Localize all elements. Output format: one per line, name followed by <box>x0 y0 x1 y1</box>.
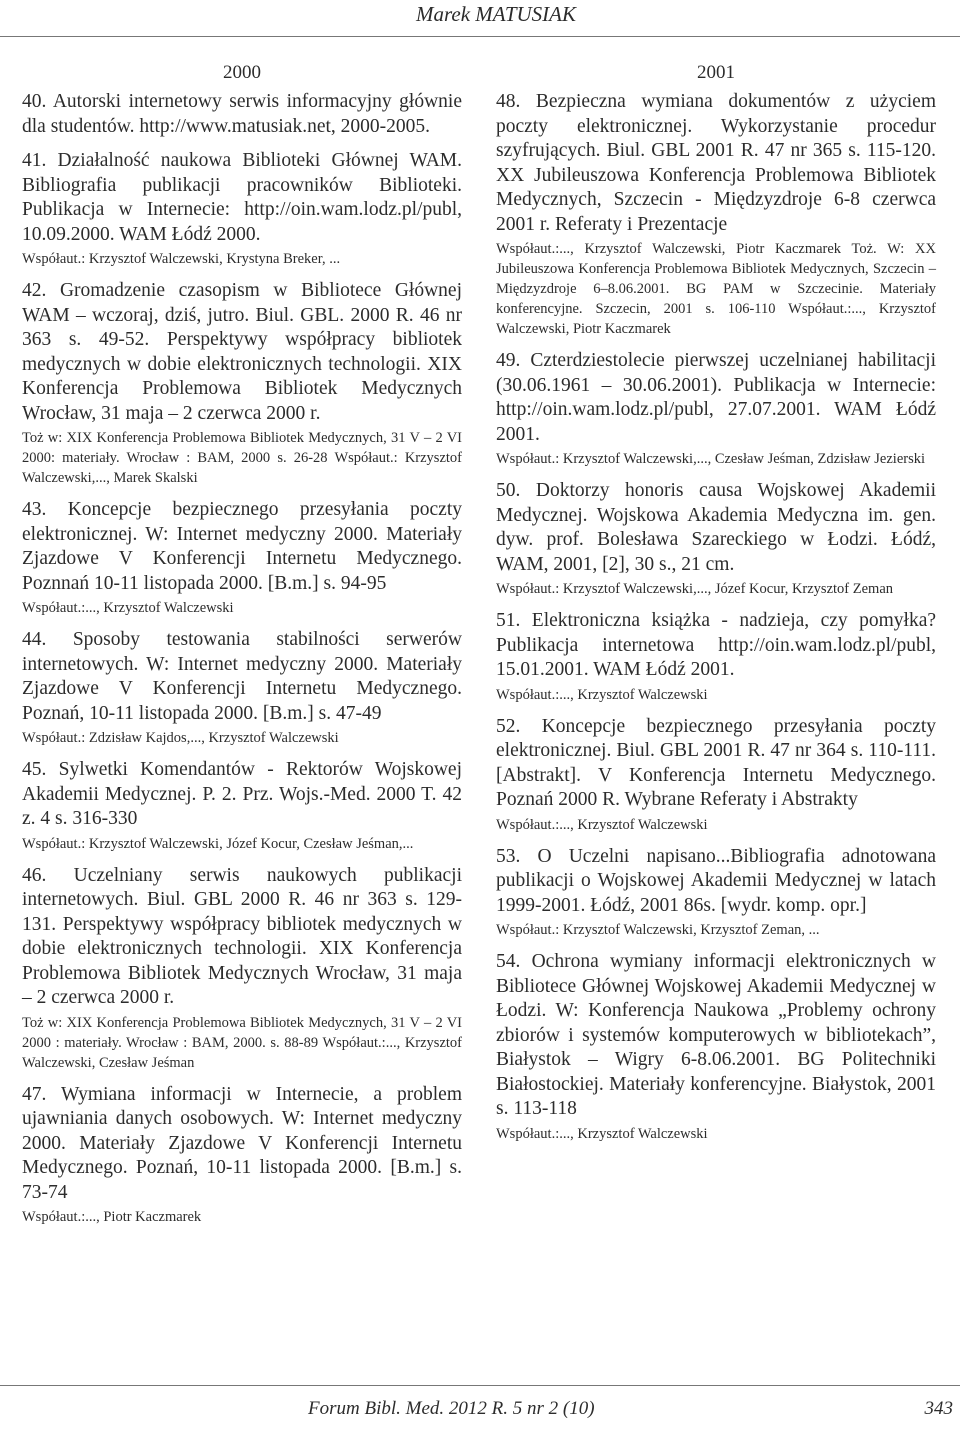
entry-text: 53. O Uczelni napisano...Bibliografia adnotowana publikacji o Wojskowej Akademii Medycznej w latach 1999-2001. Łódź, 2001 86s. [wydr. komp. opr.] <box>496 845 936 916</box>
entry-text: 45. Sylwetki Komendantów - Rektorów Wojskowej Akademii Medycznej. P. 2. Prz. Wojs.-Med. 2000 T. 42 z. 4 s. 316-330 <box>22 759 462 829</box>
bibliography-entry <box>22 628 462 748</box>
page-number: 343 <box>924 1398 953 1419</box>
coauthors-line: Współaut.:..., Krzysztof Walczewski <box>496 686 708 703</box>
entry-text: 42. Gromadzenie czasopism w Bibliotece Głównej WAM – wczoraj, dziś, jutro. Biul. GBL. 2000 R. 46 nr 363 s. 49-52. Perspektywy współpracy bibliotek medycznych w dobie elektronicznych technologii. XIX Konferencja Problemowa Bibliotek Medycznych Wrocław, 31 maja – 2 czerwca 2000 r. <box>22 280 462 424</box>
coauthors-line: Współaut.:..., Krzysztof Walczewski <box>22 600 234 616</box>
bibliography-entry <box>22 1083 462 1228</box>
year-heading: 2000 <box>223 62 261 83</box>
coauthors-line: Współaut.: Krzysztof Walczewski, Józef Kocur, Czesław Jeśman,... <box>22 835 414 852</box>
bibliography-entry <box>496 950 936 1144</box>
entry-text: 50. Doktorzy honoris causa Wojskowej Akademii Medycznej. Wojskowa Akademia Medyczna im. gen. dyw. prof. Bolesława Szareckiego w Łodzi. Łódź, WAM, 2001, [2], 30 s., 21 cm. <box>496 480 936 575</box>
bibliography-entry <box>496 609 936 705</box>
entry-text: 41. Działalność naukowa Biblioteki Głównej WAM. Bibliografia publikacji pracowników Biblioteki. Publikacja w Internecie: http://oin.wam.lodz.pl/publ, 10.09.2000. WAM Łódź 2000. <box>22 150 462 245</box>
bibliography-entry <box>22 864 462 1073</box>
coauthors-line: Współaut.:..., Krzysztof Walczewski <box>496 1125 708 1142</box>
bibliography-entry <box>496 479 936 599</box>
bibliography-entry <box>22 149 462 269</box>
coauthors-line: Współaut.:..., Piotr Kaczmarek <box>22 1209 202 1225</box>
bibliography-entry <box>22 498 462 618</box>
coauthors-line: Współaut.: Zdzisław Kajdos,..., Krzysztof Walczewski <box>22 730 339 746</box>
entry-text: 46. Uczelniany serwis naukowych publikacji internetowych. Biul. GBL 2000 R. 46 nr 363 s. 129-131. Perspektywy współpracy bibliotek medycznych w dobie elektronicznych technologii. XIX Konferencja Problemowa Bibliotek Medycznych Wrocław, 31 maja – 2 czerwca 2000 r. <box>22 864 462 1008</box>
coauthors-line: Współaut.: Krzysztof Walczewski,..., Czesław Jeśman, Zdzisław Jezierski <box>496 451 926 467</box>
entry-text: 54. Ochrona wymiany informacji elektronicznych w Bibliotece Głównej Wojskowej Akademii Medycznej w Łodzi. W: Konferencja Naukowa „Problemy ochrony zbiorów i systemów komputerowych w bibliotekach”, Białystok – Wigry 6-8.06.2001. BG Politechniki Białostockiej. Materiały konferencyjne. Białystok, 2001 s. 113-118 <box>496 951 936 1119</box>
coauthors-line: Współaut.: Krzysztof Walczewski,..., Józef Kocur, Krzysztof Zeman <box>496 581 894 597</box>
running-head-author: Marek MATUSIAK <box>416 2 576 26</box>
header-rule <box>0 36 960 37</box>
entry-text: 44. Sposoby testowania stabilności serwerów internetowych. W: Internet medyczny 2000. Materiały Zjazdowe V Konferencji Internetu Medycznego. Poznań, 10-11 listopada 2000. [B.m.] s. 47-49 <box>22 629 462 724</box>
coauthors-line: Toż w: XIX Konferencja Problemowa Bibliotek Medycznych, 31 V – 2 VI 2000: materiały. Wrocław : BAM, 2000 s. 26-28 Współaut.: Krzysztof Walczewski,..., Marek Skalski <box>22 430 462 486</box>
footer-rule <box>0 1385 960 1386</box>
bibliography-entry <box>22 758 462 854</box>
entry-text: 49. Czterdziestolecie pierwszej uczelnianej habilitacji (30.06.1961 – 30.06.2001). Publikacja w Internecie: http://oin.wam.lodz.pl/publ, 27.07.2001. WAM Łódź 2001. <box>496 350 936 445</box>
coauthors-line: Współaut.: Krzysztof Walczewski, Krystyna Breker, ... <box>22 251 341 267</box>
bibliography-entry <box>496 90 936 339</box>
bibliography-entry <box>496 845 936 941</box>
coauthors-line: Współaut.:..., Krzysztof Walczewski <box>496 816 708 833</box>
entry-text: 40. Autorski internetowy serwis informacyjny głównie dla studentów. http://www.matusiak.net, 2000-2005. <box>22 91 462 137</box>
journal-citation: Forum Bibl. Med. 2012 R. 5 nr 2 (10) <box>308 1398 595 1419</box>
bibliography-entry <box>496 349 936 469</box>
left-column <box>22 62 462 1237</box>
bibliography-entry <box>496 715 936 835</box>
bibliography-entry <box>22 90 462 139</box>
coauthors-line: Współaut.:..., Krzysztof Walczewski, Piotr Kaczmarek Toż. W: XX Jubileuszowa Konferencja Problemowa Bibliotek Medycznych, Szczecin – Międzyzdroje 6–8.06.2001. BG PAM w Szczecinie. Materiały konferencyjne. Szczecin, 2001 s. 106-110 Współaut.:..., Krzysztof Walczewski, Piotr Kaczmarek <box>496 241 936 337</box>
year-heading: 2001 <box>697 62 735 83</box>
coauthors-line: Współaut.: Krzysztof Walczewski, Krzysztof Zeman, ... <box>496 922 820 938</box>
entry-text: 52. Koncepcje bezpiecznego przesyłania poczty elektronicznej. Biul. GBL 2001 R. 47 nr 364 s. 110-111. [Abstrakt]. V Konferencja Internetu Medycznego. Poznań 2000 R. Wybrane Referaty i Abstrakty <box>496 715 936 810</box>
entry-text: 51. Elektroniczna książka - nadzieja, czy pomyłka? Publikacja internetowa http://oin.wam.lodz.pl/publ, 15.01.2001. WAM Łódź 2001. <box>496 610 936 680</box>
right-column <box>496 62 936 1154</box>
bibliography-entry <box>22 279 462 488</box>
entry-text: 48. Bezpieczna wymiana dokumentów z użyciem poczty elektronicznej. Wykorzystanie procedur szyfrujących. Biul. GBL 2001 R. 47 nr 365 s. 115-120. XX Jubileuszowa Konferencja Problemowa Bibliotek Medycznych, Szczecin - Międzyzdroje 6-8 czerwca 2001 r. Referaty i Prezentacje <box>496 91 936 235</box>
entry-text: 43. Koncepcje bezpiecznego przesyłania poczty elektronicznej. W: Internet medyczny 2000. Materiały Zjazdowe V Konferencji Internetu Medycznego. Poznnań 10-11 listopada 2000. [B.m.] s. 94-95 <box>22 499 462 594</box>
coauthors-line: Toż w: XIX Konferencja Problemowa Bibliotek Medycznych, 31 V – 2 VI 2000 : materiały. Wrocław : BAM, 2000. s. 88-89 Współaut.:..., Krzysztof Walczewski, Czesław Jeśman <box>22 1014 462 1071</box>
entry-text: 47. Wymiana informacji w Internecie, a problem ujawniania danych osobowych. W: Internet medyczny 2000. Materiały Zjazdowe V Konferencji Internetu Medycznego. Poznań, 10-11 listopada 2000. [B.m.] s. 73-74 <box>22 1083 462 1203</box>
